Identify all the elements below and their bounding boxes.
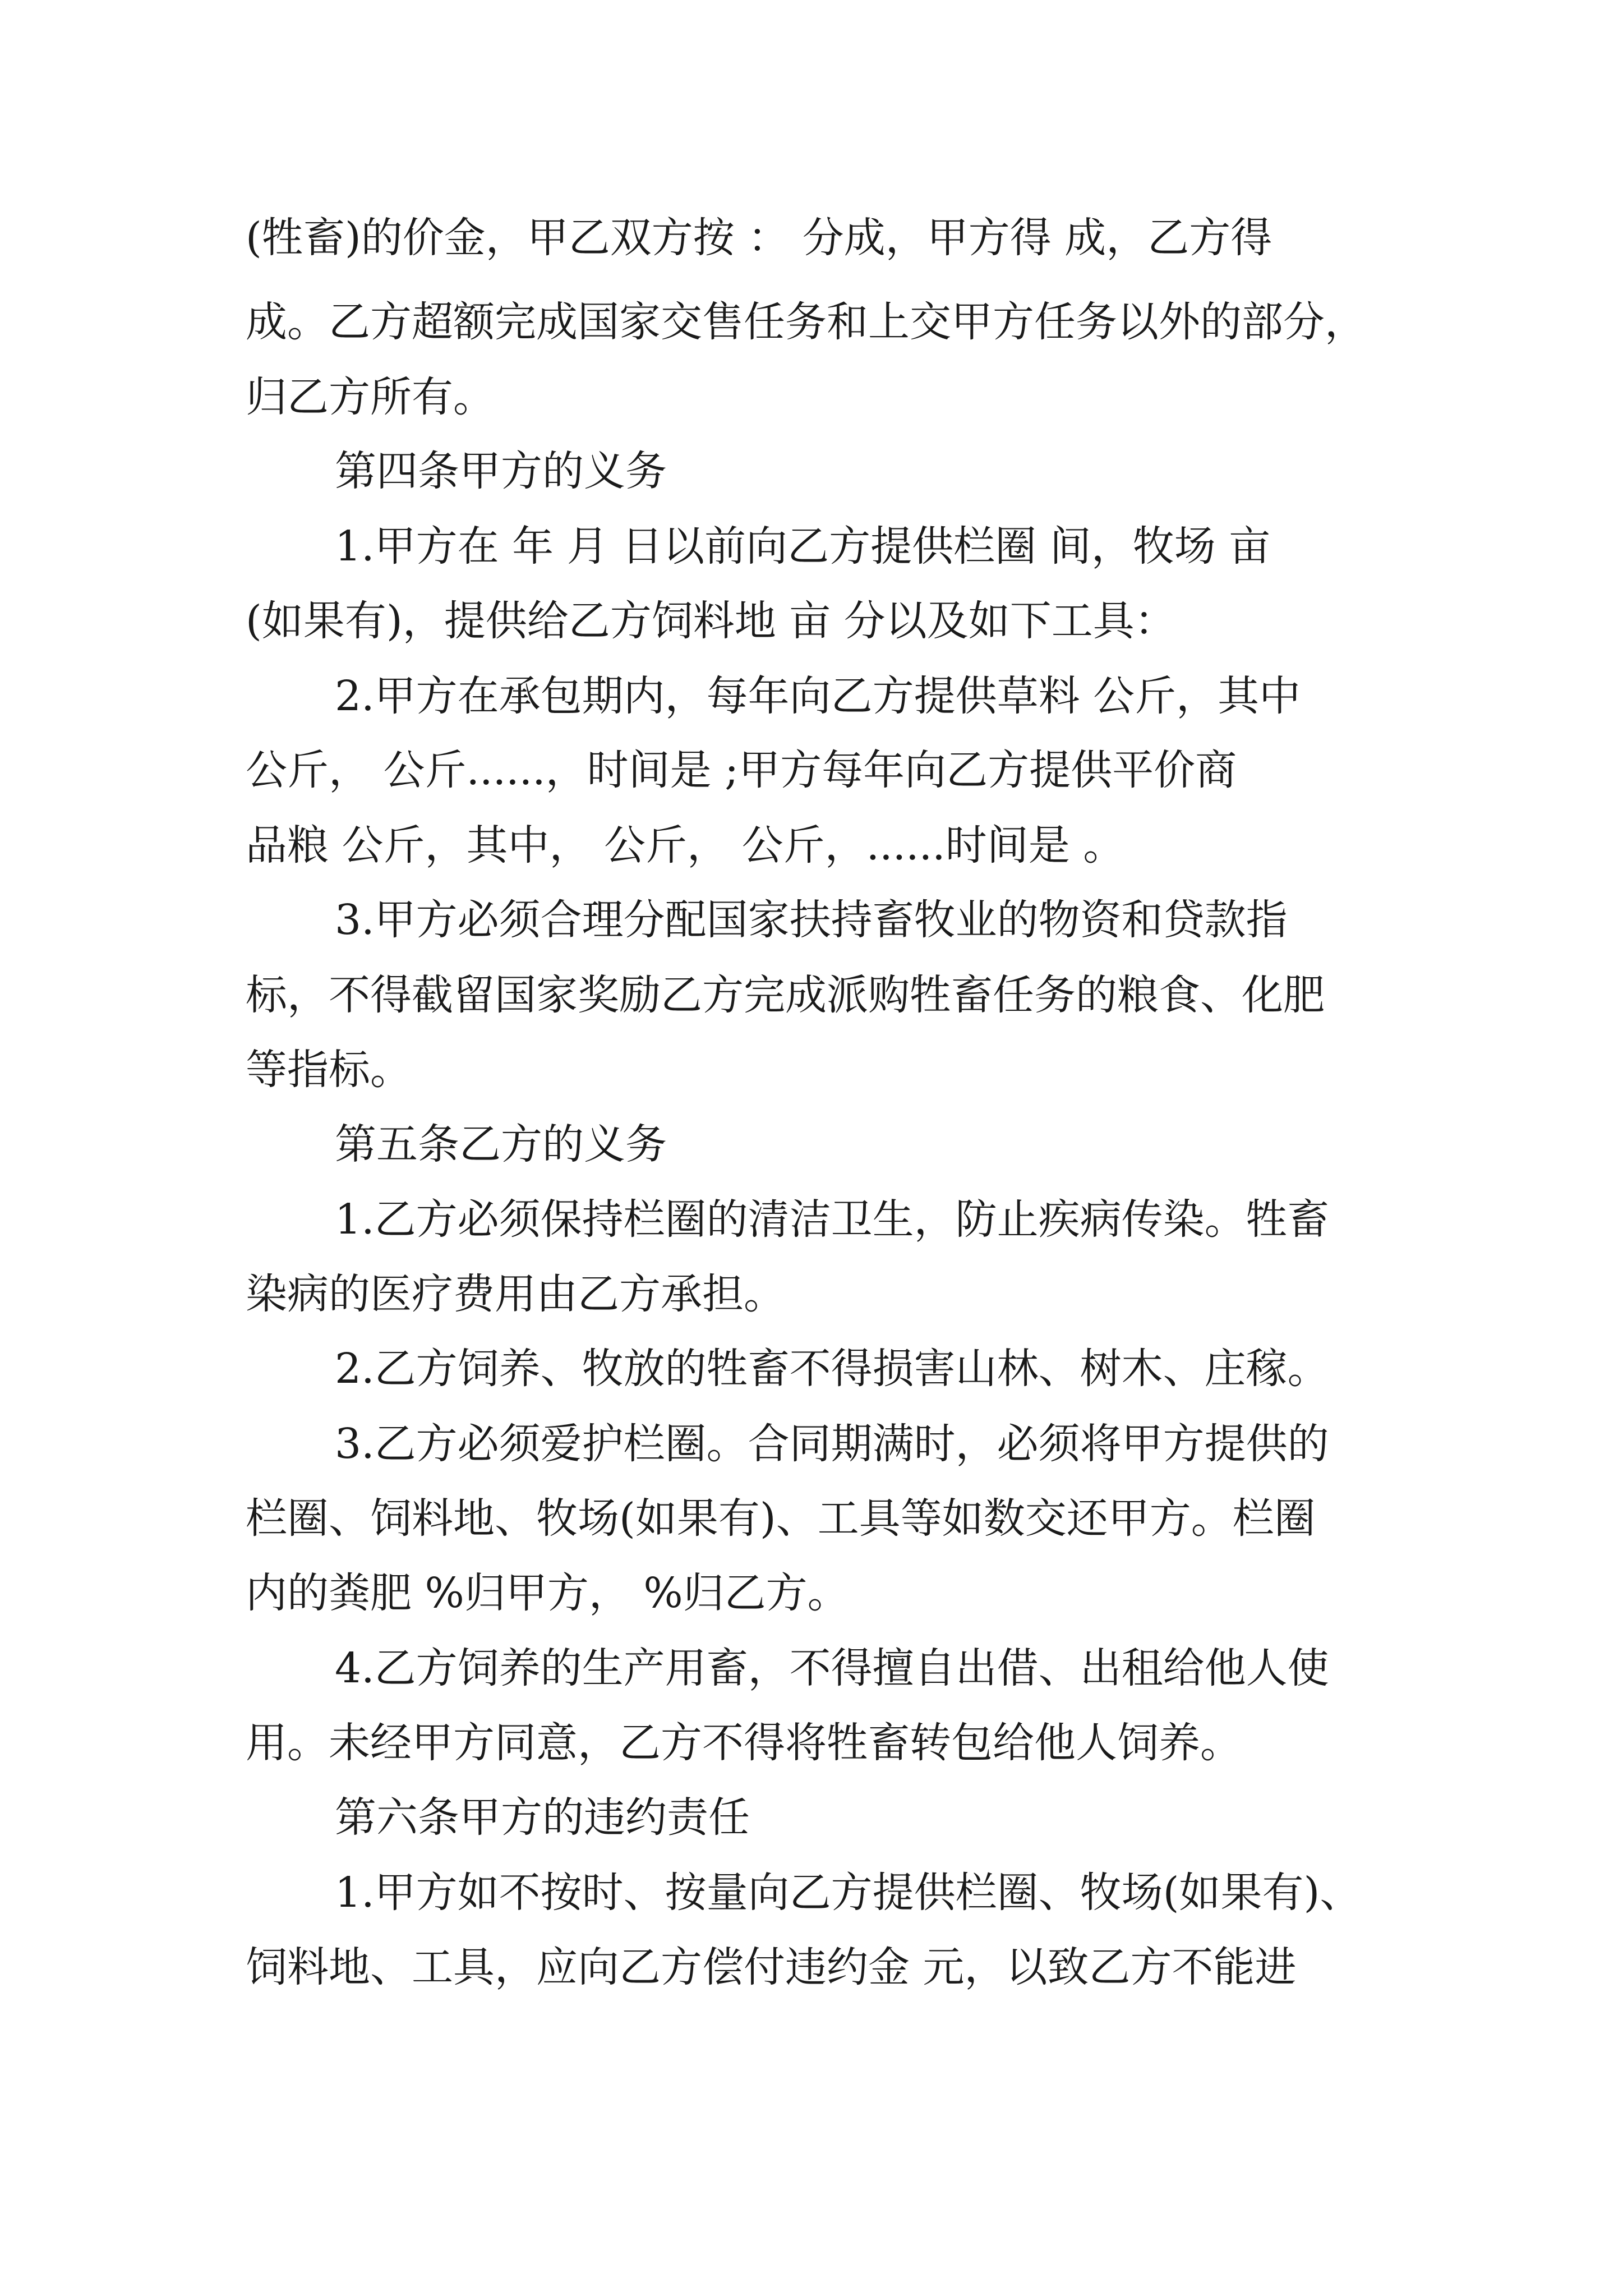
text-line: 4.乙方饲养的生产用畜，不得擅自出借、出租给他人使 bbox=[335, 1644, 1329, 1692]
text-line: 饲料地、工具，应向乙方偿付违约金 元，以致乙方不能进 bbox=[246, 1943, 1297, 1991]
text-line: (牲畜)的价金，甲乙双方按 ： 分成，甲方得 成，乙方得 bbox=[246, 214, 1272, 262]
section-heading: 第五条乙方的义务 bbox=[335, 1120, 667, 1168]
text-line: 等指标。 bbox=[246, 1046, 412, 1094]
section-heading: 第四条甲方的义务 bbox=[335, 447, 667, 495]
text-line: 用。未经甲方同意，乙方不得将牲畜转包给他人饲养。 bbox=[246, 1719, 1242, 1767]
text-line: 品粮 公斤，其中， 公斤， 公斤，......时间是 。 bbox=[246, 821, 1125, 869]
text-line: 公斤， 公斤......，时间是 ;甲方每年向乙方提供平价商 bbox=[246, 746, 1237, 794]
section-heading: 第六条甲方的违约责任 bbox=[335, 1793, 750, 1842]
text-line: 归乙方所有。 bbox=[246, 373, 495, 421]
text-line: 3.甲方必须合理分配国家扶持畜牧业的物资和贷款指 bbox=[335, 896, 1288, 944]
text-line: 1.乙方必须保持栏圈的清洁卫生，防止疾病传染。牲畜 bbox=[335, 1195, 1329, 1244]
text-line: 栏圈、饲料地、牧场(如果有)、工具等如数交还甲方。栏圈 bbox=[246, 1494, 1316, 1543]
text-line: 染病的医疗费用由乙方承担。 bbox=[246, 1270, 785, 1318]
text-line: 内的粪肥 %归甲方， %归乙方。 bbox=[246, 1569, 849, 1617]
text-line: 标，不得截留国家奖励乙方完成派购牲畜任务的粮食、化肥 bbox=[246, 971, 1325, 1019]
text-line: 1.甲方如不按时、按量向乙方提供栏圈、牧场(如果有)、 bbox=[335, 1869, 1362, 1917]
text-line: 成。乙方超额完成国家交售任务和上交甲方任务以外的部分， bbox=[246, 298, 1366, 346]
text-line: (如果有)，提供给乙方饲料地 亩 分以及如下工具： bbox=[246, 597, 1176, 645]
text-line: 3.乙方必须爱护栏圈。合同期满时，必须将甲方提供的 bbox=[335, 1420, 1329, 1468]
text-line: 2.甲方在承包期内，每年向乙方提供草料 公斤，其中 bbox=[335, 672, 1301, 720]
text-line: 1.甲方在 年 月 日以前向乙方提供栏圈 间，牧场 亩 bbox=[335, 522, 1271, 570]
text-line: 2.乙方饲养、牧放的牲畜不得损害山林、树木、庄稼。 bbox=[335, 1345, 1329, 1393]
